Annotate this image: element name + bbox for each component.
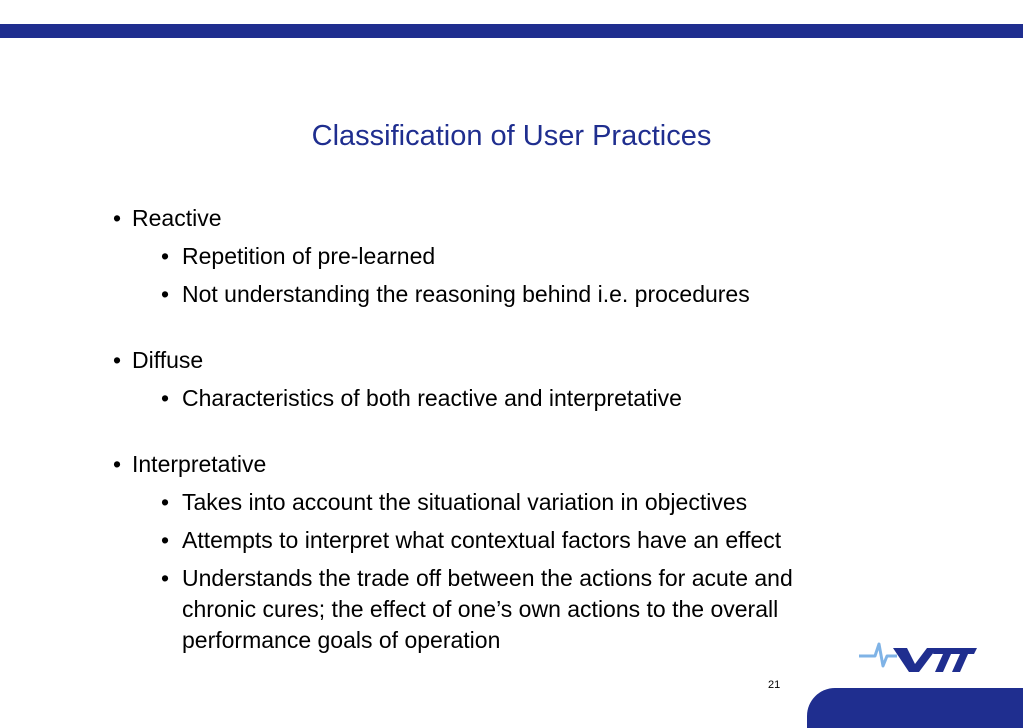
sub-bullet-text: Repetition of pre-learned — [182, 243, 436, 269]
bullet-icon: • — [161, 281, 170, 307]
bullet-icon: • — [161, 385, 170, 411]
bullet-group-interpretative — [113, 449, 913, 656]
sub-bullet-text: Takes into account the situational variation in objectives — [182, 489, 748, 515]
bullet-text: Diffuse — [132, 347, 204, 373]
page-number: 21 — [768, 679, 781, 691]
sub-bullet-item — [113, 487, 832, 518]
bullet-group-reactive — [113, 203, 913, 310]
sub-bullet-item — [113, 241, 832, 272]
bullet-icon: • — [161, 489, 170, 515]
top-banner-bar — [0, 24, 1023, 38]
bullet-icon: • — [113, 451, 122, 477]
sub-bullet-item — [113, 279, 832, 310]
sub-bullet-text: Characteristics of both reactive and interpretative — [182, 385, 682, 411]
bullet-list — [113, 203, 913, 691]
bullet-group-diffuse — [113, 345, 913, 414]
bullet-icon: • — [113, 205, 122, 231]
sub-bullet-item — [113, 525, 832, 556]
bullet-item — [113, 449, 913, 480]
bullet-icon: • — [161, 565, 170, 591]
bullet-item — [113, 203, 913, 234]
bullet-icon: • — [113, 347, 122, 373]
sub-bullet-text: Understands the trade off between the actions for acute and chronic cures; the effect of one’s own actions to the overall performance goals of operation — [182, 565, 793, 653]
bullet-icon: • — [161, 527, 170, 553]
sub-bullet-item — [113, 563, 832, 656]
bullet-item — [113, 345, 913, 376]
sub-bullet-text: Attempts to interpret what contextual factors have an effect — [182, 527, 782, 553]
sub-bullet-text: Not understanding the reasoning behind i.e. procedures — [182, 281, 750, 307]
vtt-logo-icon — [857, 636, 977, 676]
bullet-text: Reactive — [132, 205, 222, 231]
sub-bullet-item — [113, 383, 832, 414]
bullet-icon: • — [161, 243, 170, 269]
bottom-corner-decoration — [807, 688, 1023, 728]
slide-title: Classification of User Practices — [311, 120, 712, 152]
bullet-text: Interpretative — [132, 451, 267, 477]
